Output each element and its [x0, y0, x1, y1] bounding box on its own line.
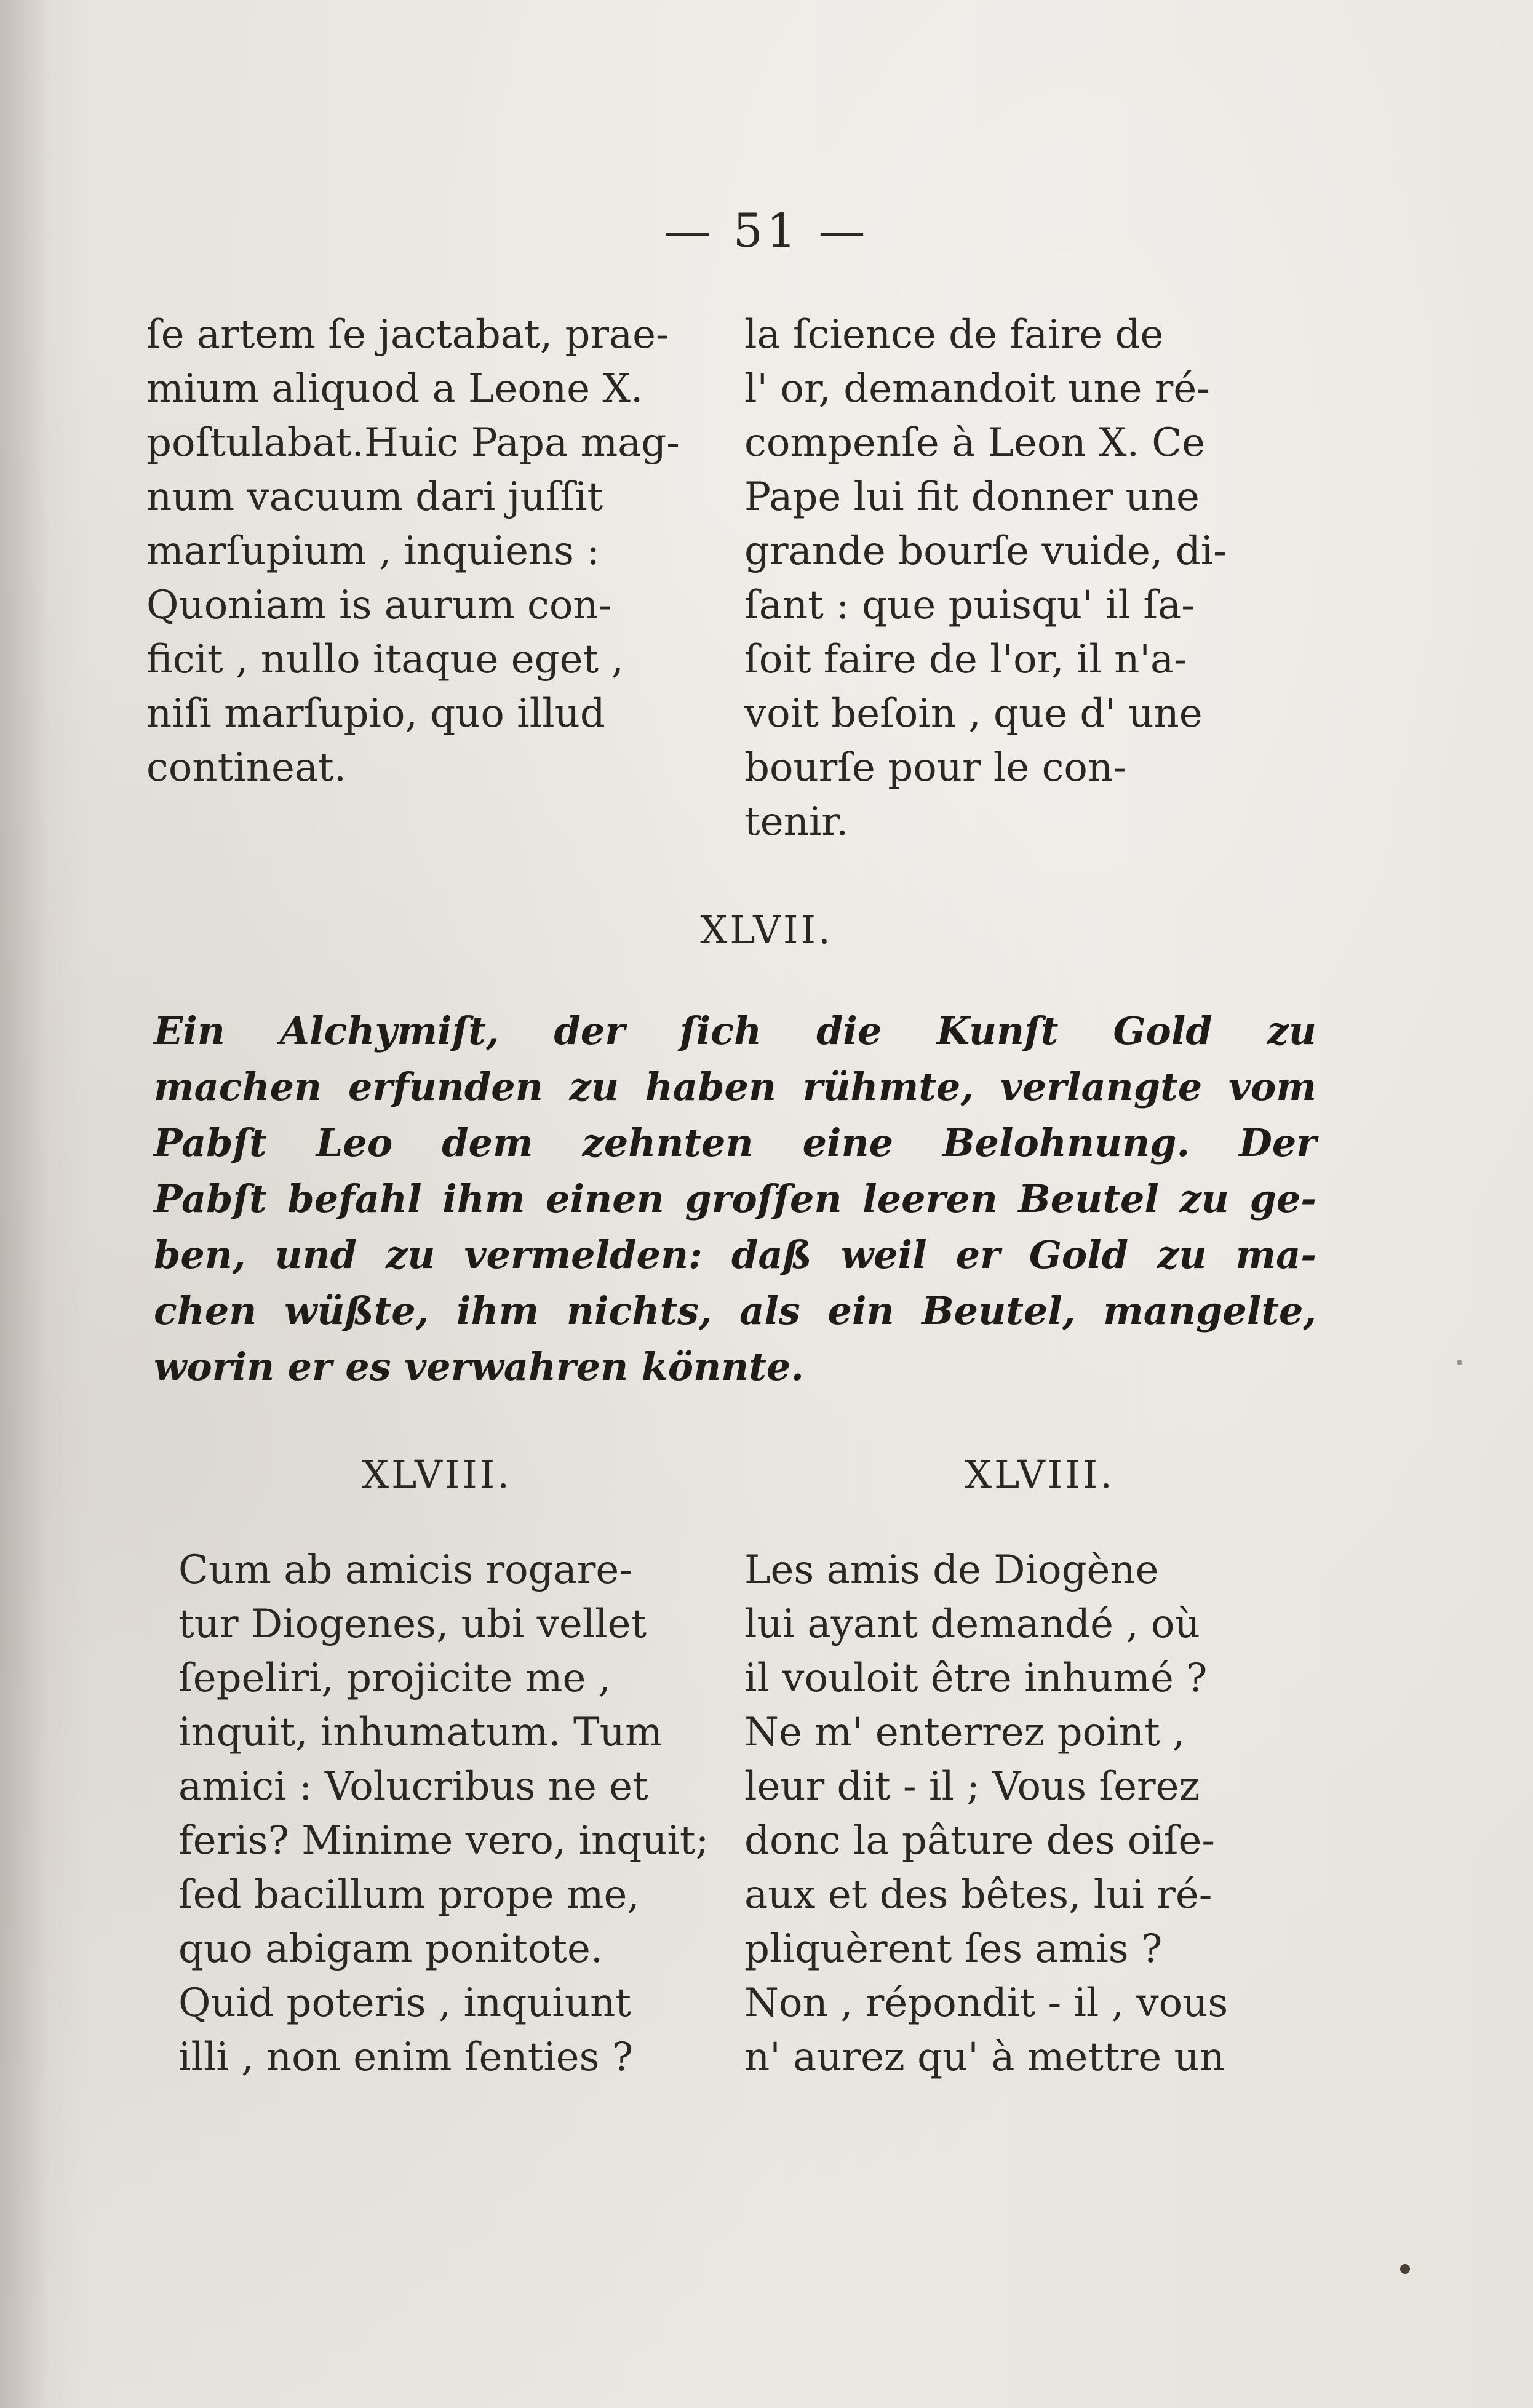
- section-47-german-paragraph: [154, 1003, 1316, 1395]
- section-48-french-column: [744, 1543, 1310, 2084]
- text-line: la ſcience de faire de: [744, 312, 1164, 357]
- text-line: ſant : que puisqu' il ſa-: [744, 583, 1195, 628]
- text-line: grande bourſe vuide, di-: [744, 528, 1227, 574]
- text-line: Cum ab amicis rogare-: [178, 1547, 632, 1593]
- text-line: amici : Volucribus ne et: [178, 1764, 648, 1809]
- text-line: l' or, demandoit une ré-: [744, 366, 1210, 412]
- text-line: contineat.: [146, 745, 347, 791]
- text-line: ben, und zu vermelden: daß weil er Gold zu ma-: [154, 1232, 1316, 1277]
- text-line: aux et des bêtes, lui ré-: [744, 1872, 1212, 1918]
- paper-speck: [1400, 2264, 1410, 2274]
- text-line: illi , non enim ſenties ?: [178, 2035, 634, 2080]
- text-line: voit beſoin , que d' une: [744, 691, 1203, 736]
- text-line: Les amis de Diogène: [744, 1547, 1159, 1593]
- text-line: Ein Alchymiſt, der ſich die Kunſt Gold zu: [154, 1008, 1316, 1053]
- text-line: niſi marſupio, quo illud: [146, 691, 605, 736]
- text-line: tenir.: [744, 799, 849, 845]
- text-line: ſoit faire de l'or, il n'a-: [744, 637, 1187, 682]
- text-line: worin er es verwahren könnte.: [154, 1344, 804, 1389]
- section-48-latin-column: [178, 1543, 707, 2084]
- text-line: pliquèrent ſes amis ?: [744, 1926, 1163, 1972]
- text-line: mium aliquod a Leone X.: [146, 366, 643, 412]
- heading-xlviii-french: XLVIII.: [965, 1452, 1115, 1497]
- text-line: feris? Minime vero, inquit;: [178, 1818, 709, 1864]
- text-line: Ne m' enterrez point ,: [744, 1710, 1185, 1755]
- text-line: Non , répondit - il , vous: [744, 1980, 1228, 2026]
- heading-xlviii-latin: XLVIII.: [362, 1452, 512, 1497]
- page-number: — 51 —: [664, 203, 869, 258]
- text-line: ſe artem ſe jactabat, prae-: [146, 312, 669, 357]
- text-line: ſepeliri, projicite me ,: [178, 1656, 611, 1701]
- paper-speck: [1457, 1360, 1462, 1365]
- page-binding-shadow: [0, 0, 49, 2408]
- text-line: quo abigam ponitote.: [178, 1926, 603, 1972]
- text-line: compenſe à Leon X. Ce: [744, 420, 1206, 466]
- text-line: inquit, inhumatum. Tum: [178, 1710, 663, 1755]
- text-line: Pabſt befahl ihm einen groſſen leeren Beutel zu ge-: [154, 1176, 1316, 1221]
- text-line: il vouloit être inhumé ?: [744, 1656, 1208, 1701]
- text-line: chen wüßte, ihm nichts, als ein Beutel, mangelte,: [154, 1288, 1316, 1333]
- text-line: Quid poteris , inquiunt: [178, 1980, 631, 2026]
- text-line: ficit , nullo itaque eget ,: [146, 637, 624, 682]
- text-line: marſupium , inquiens :: [146, 528, 600, 574]
- heading-xlvii: XLVII.: [700, 907, 833, 952]
- text-line: lui ayant demandé , où: [744, 1601, 1200, 1647]
- text-line: Pape lui fit donner une: [744, 474, 1200, 520]
- text-line: Quoniam is aurum con-: [146, 583, 612, 628]
- section-46-french-column: [744, 308, 1310, 849]
- text-line: num vacuum dari juſſit: [146, 474, 603, 520]
- text-line: Pabſt Leo dem zehnten eine Belohnung. Der: [154, 1120, 1316, 1165]
- text-line: ſed bacillum prope me,: [178, 1872, 640, 1918]
- section-46-latin-column: [146, 308, 700, 795]
- text-line: bourſe pour le con-: [744, 745, 1126, 791]
- text-line: leur dit - il ; Vous ſerez: [744, 1764, 1200, 1809]
- text-line: poſtulabat.Huic Papa mag-: [146, 420, 680, 466]
- text-line: n' aurez qu' à mettre un: [744, 2035, 1225, 2080]
- text-line: machen erfunden zu haben rühmte, verlangte vom: [154, 1064, 1316, 1109]
- text-line: donc la pâture des oiſe-: [744, 1818, 1215, 1864]
- text-line: tur Diogenes, ubi vellet: [178, 1601, 647, 1647]
